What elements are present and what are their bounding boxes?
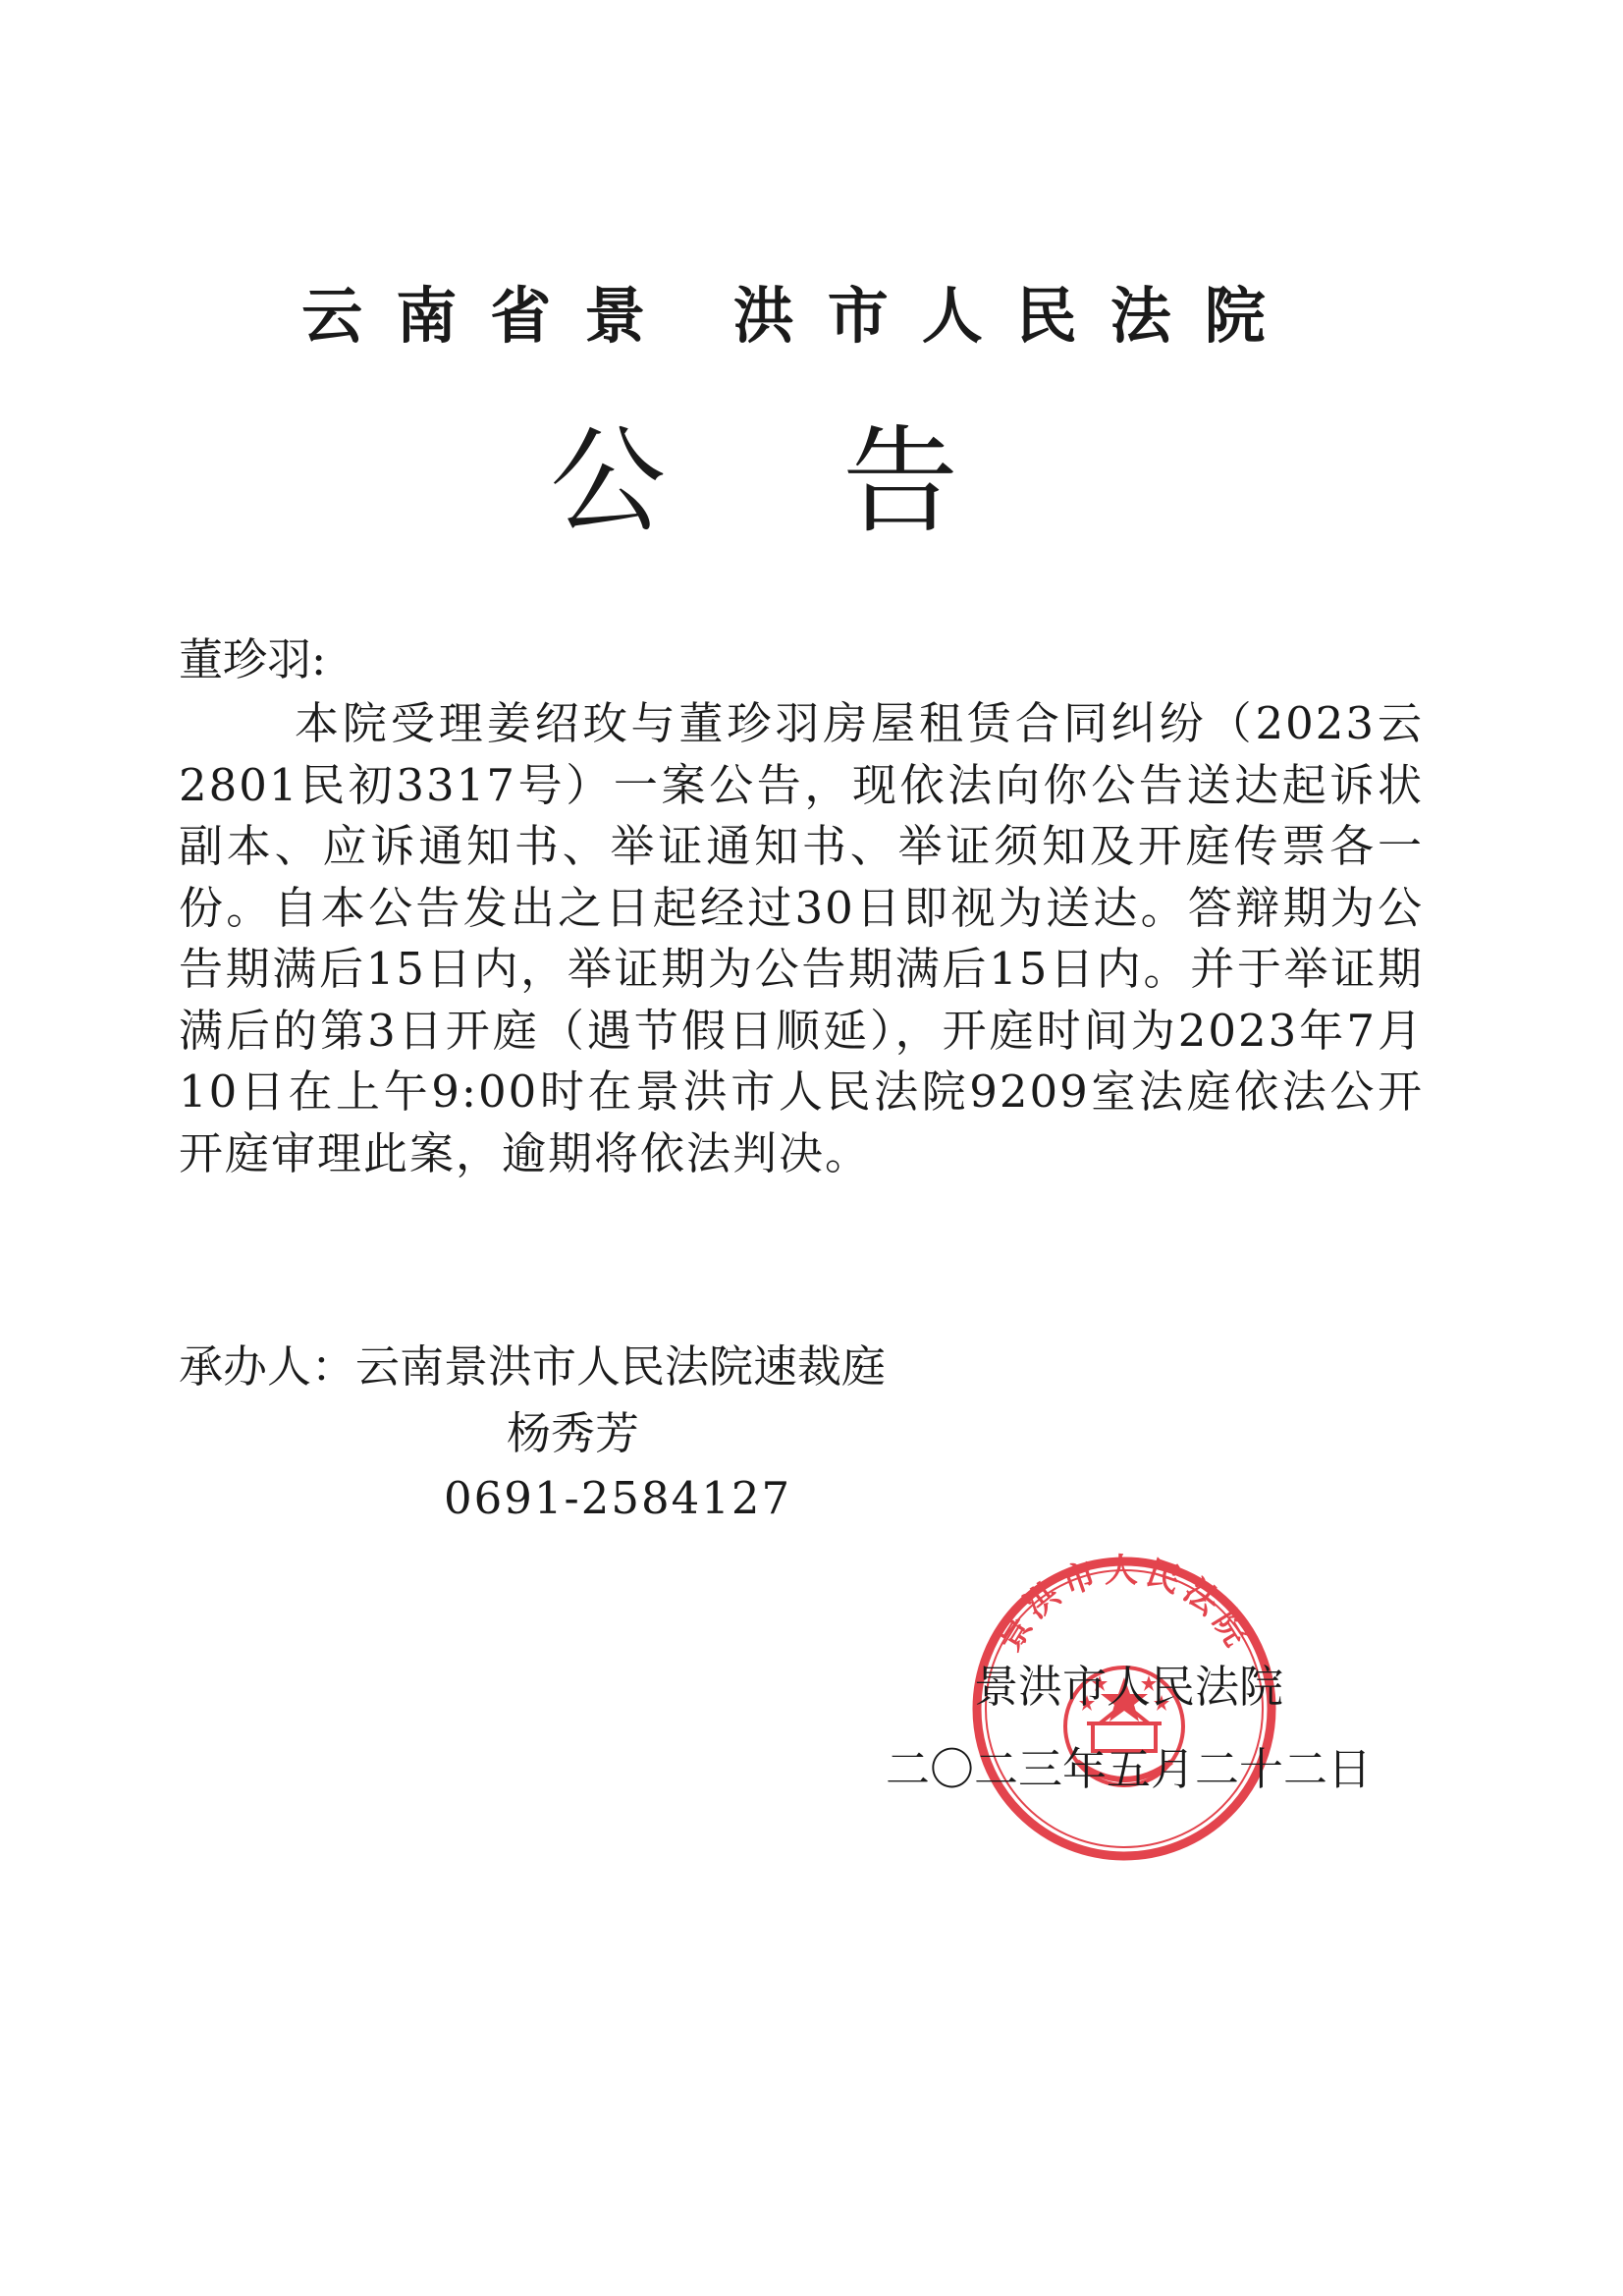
signing-court: 景洪市人民法院 (974, 1661, 1284, 1713)
court-name-heading: 云南省景 洪市人民法院 (301, 280, 1299, 352)
signing-date: 二〇二三年五月二十二日 (886, 1743, 1373, 1795)
notice-body: 本院受理姜绍玫与董珍羽房屋租赁合同纠纷（2023云2801民初3317号）一案公告，现依法向你公告送达起诉状副本、应诉通知书、举证通知书、举证须知及开庭传票各一份。自本公告发出之日起经过30日即视为送达。答辩期为公告期满后15日内，举证期为公告期满后15日内。并于举证期满后的第3日开庭（遇节假日顺延），开庭时间为2023年7月10日在上午9:00时在景洪市人民法院9209室法庭依法公开开庭审理此案，逾期将依法判决。 (179, 697, 1424, 1179)
handler-line: 承办人：云南景洪市人民法院速裁庭 (179, 1340, 887, 1393)
document-title: 公告 (550, 413, 1136, 549)
svg-text:景洪市人民法院: 景洪市人民法院 (989, 1552, 1260, 1659)
handler-person: 杨秀芳 (507, 1407, 640, 1459)
handler-phone: 0691-2584127 (444, 1472, 792, 1524)
addressee: 董珍羽: (179, 633, 327, 685)
